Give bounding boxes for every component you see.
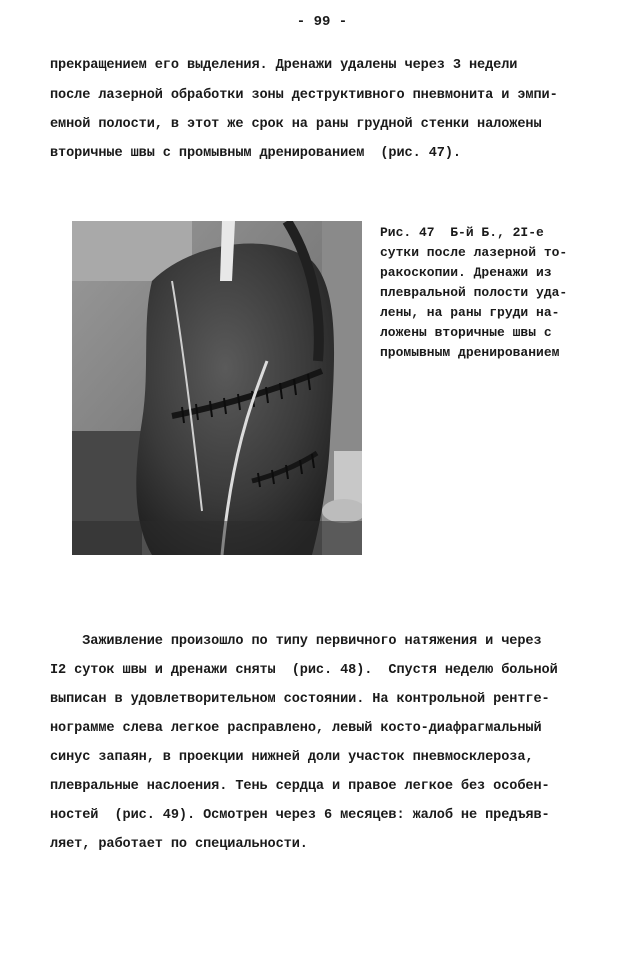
paragraph-1-line: после лазерной обработки зоны деструктивного пневмонита и эмпи- bbox=[50, 88, 558, 103]
figure-caption-line: плевральной полости уда- bbox=[380, 285, 568, 300]
page-number: - 99 - bbox=[296, 14, 348, 30]
paragraph-1-line: емной полости, в этот же срок на раны грудной стенки наложены bbox=[50, 117, 542, 132]
figure-caption-line: Рис. 47 Б-й Б., 2I-е bbox=[380, 225, 544, 240]
figure-caption-line: лены, на раны груди на- bbox=[380, 305, 560, 320]
paragraph-2-line: I2 суток швы и дренажи сняты (рис. 48). Спустя неделю больной bbox=[50, 663, 558, 678]
figure-caption-line: ложены вторичные швы с bbox=[380, 325, 552, 340]
paragraph-2-line: плевральные наслоения. Тень сердца и правое легкое без особен- bbox=[50, 779, 550, 794]
paragraph-2-line: ляет, работает по специальности. bbox=[50, 837, 308, 852]
paragraph-1-line: прекращением его выделения. Дренажи удалены через 3 недели bbox=[50, 58, 518, 73]
paragraph-2-line: Заживление произошло по типу первичного натяжения и через bbox=[50, 634, 542, 649]
figure-caption-line: промывным дренированием bbox=[380, 345, 560, 360]
figure-caption-line: ракоскопии. Дренажи из bbox=[380, 265, 552, 280]
clinical-photo-illustration bbox=[72, 221, 362, 555]
paragraph-1-line: вторичные швы с промывным дренированием (рис. 47). bbox=[50, 146, 461, 161]
clinical-photo bbox=[72, 221, 362, 555]
paragraph-2-line: нограмме слева легкое расправлено, левый косто-диафрагмальный bbox=[50, 721, 542, 736]
paragraph-2-line: ностей (рис. 49). Осмотрен через 6 месяцев: жалоб не предъяв- bbox=[50, 808, 550, 823]
paragraph-2-line: синус запаян, в проекции нижней доли участок пневмосклероза, bbox=[50, 750, 534, 765]
paragraph-2-line: выписан в удовлетворительном состоянии. На контрольной рентге- bbox=[50, 692, 550, 707]
figure-caption-line: сутки после лазерной то- bbox=[380, 245, 568, 260]
